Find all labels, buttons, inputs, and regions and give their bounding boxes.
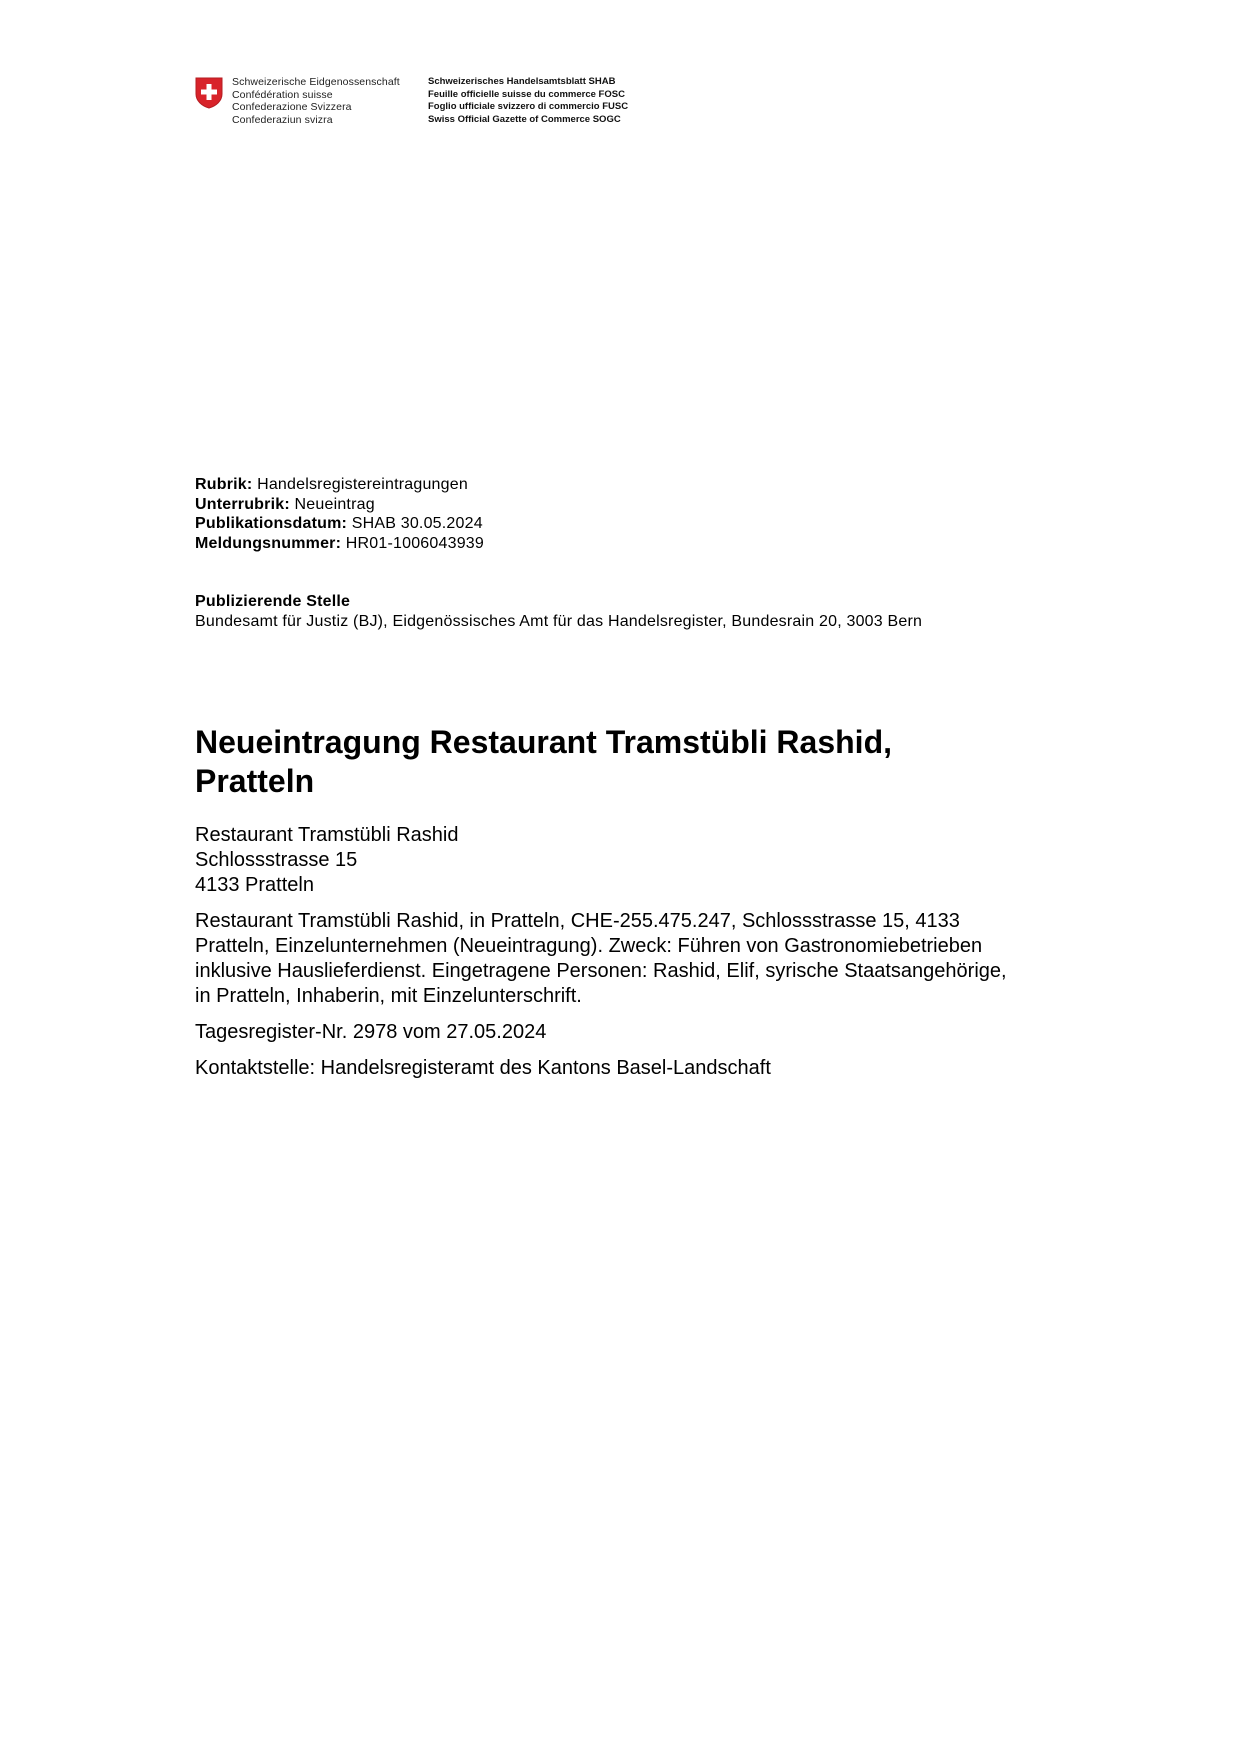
confederation-name-rm: Confederaziun svizra — [232, 113, 333, 126]
confederation-name-de: Schweizerische Eidgenossenschaft — [232, 76, 400, 88]
address-street: Schlossstrasse 15 — [195, 849, 358, 871]
gazette-name-en: Swiss Official Gazette of Commerce SOGC — [428, 113, 621, 125]
contact-office: Kontaktstelle: Handelsregisteramt des Kantons Basel-Landschaft — [195, 1057, 771, 1079]
gazette-name-it: Foglio ufficiale svizzero di commercio FUSC — [428, 101, 629, 112]
unterrubrik-label: Unterrubrik: — [195, 495, 290, 513]
swiss-cross-shield-icon — [195, 77, 223, 109]
rubrik-label: Rubrik: — [195, 476, 253, 493]
gazette-name-fr: Feuille officielle suisse du commerce FOSC — [428, 88, 625, 100]
publishing-office-heading: Publizierende Stelle — [195, 593, 351, 610]
address-company-name: Restaurant Tramstübli Rashid — [195, 824, 459, 846]
rubrik-value: Handelsregistereintragungen — [257, 476, 468, 493]
unterrubrik-row — [195, 495, 484, 515]
address-city: 4133 Pratteln — [195, 874, 314, 896]
meldungsnummer-row — [195, 534, 484, 554]
gazette-name-de: Schweizerisches Handelsamtsblatt SHAB — [428, 76, 616, 87]
confederation-names — [232, 76, 428, 126]
publishing-office-value: Bundesamt für Justiz (BJ), Eidgenössisches Amt für das Handelsregister, Bundesrain 20, 3003 Bern — [195, 612, 923, 630]
meldungsnummer-value: HR01-1006043939 — [345, 534, 484, 552]
publishing-office — [195, 592, 922, 631]
entry-description: Restaurant Tramstübli Rashid, in Pratteln, CHE-255.475.247, Schlossstrasse 15, 4133 Pratteln, Einzelunternehmen (Neueintragung). Zweck: Führen von Gastronomiebetrieben inklusive Hauslieferdienst. Eingetragene Personen: Rashid, Elif, syrische Staatsangehörige, in Pratteln, Inhaberin, mit Einzelunterschrift. — [195, 910, 1007, 1007]
company-address — [195, 823, 1015, 898]
publikationsdatum-row — [195, 514, 484, 534]
rubrik-row — [195, 475, 484, 495]
daily-register-number: Tagesregister-Nr. 2978 vom 27.05.2024 — [195, 1021, 547, 1043]
confederation-name-it: Confederazione Svizzera — [232, 101, 352, 113]
publikationsdatum-value: SHAB 30.05.2024 — [351, 515, 483, 532]
unterrubrik-value: Neueintrag — [294, 495, 375, 513]
page-header — [195, 76, 628, 126]
page-title: Neueintragung Restaurant Tramstübli Rashid, Pratteln — [195, 724, 892, 799]
meldungsnummer-label: Meldungsnummer: — [195, 534, 342, 552]
confederation-name-fr: Confédération suisse — [232, 88, 333, 101]
publikationsdatum-label: Publikationsdatum: — [195, 515, 348, 532]
notice-body — [195, 723, 1015, 1092]
publication-meta — [195, 475, 484, 553]
gazette-names — [428, 76, 628, 126]
